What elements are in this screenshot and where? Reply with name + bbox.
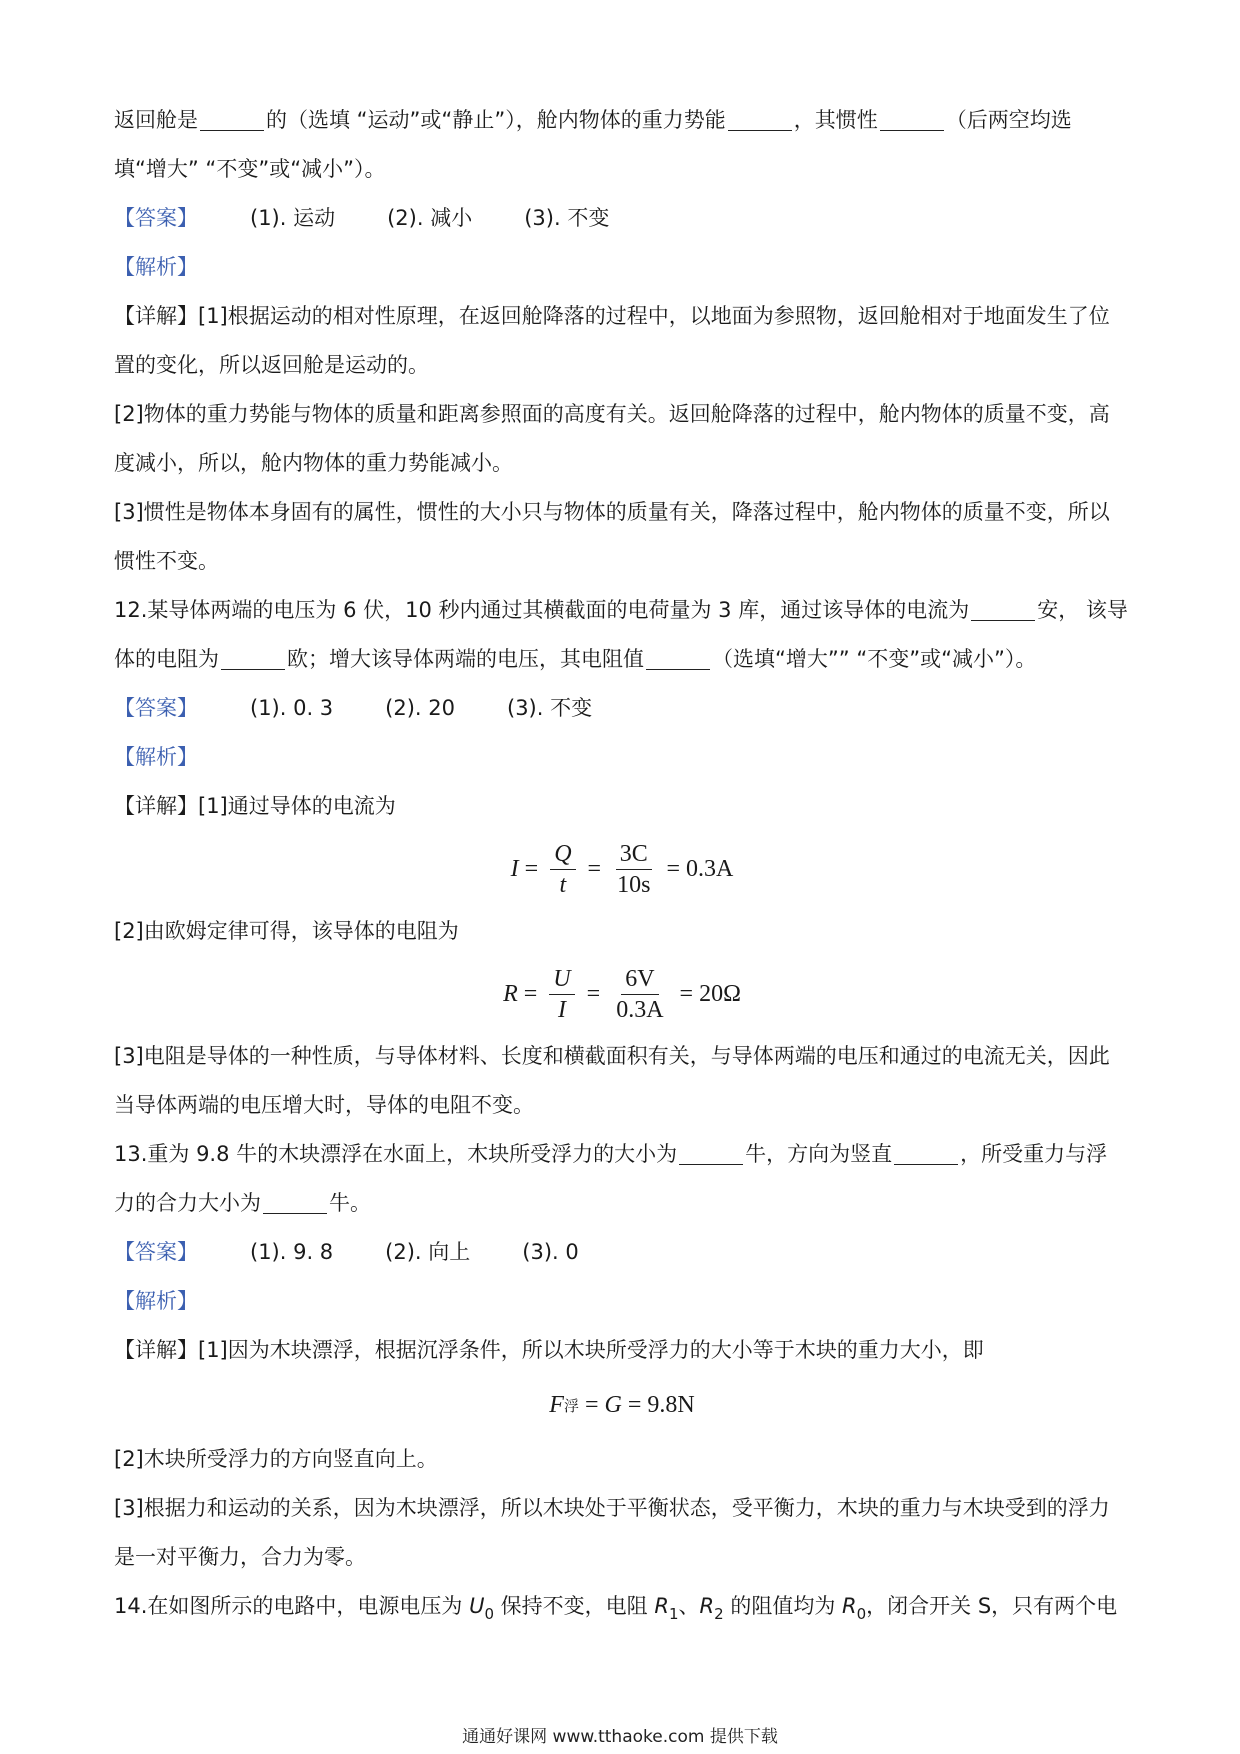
q13-answer-row	[114, 1228, 1130, 1277]
q13-line1	[114, 1130, 1130, 1179]
subscript: 2	[714, 1605, 724, 1623]
q14-text: 、	[678, 1594, 700, 1618]
q12-text: 安， 该导	[1037, 598, 1128, 622]
equals-sign: =	[627, 1391, 642, 1418]
answer-item: (3). 不变	[524, 206, 610, 230]
q12-detail-2: [2]由欧姆定律可得，该导体的电阻为	[114, 919, 459, 943]
q13-detail-2: [2]木块所受浮力的方向竖直向上。	[114, 1447, 438, 1471]
formula-symbol: F	[549, 1391, 564, 1418]
symbol: R	[842, 1594, 857, 1618]
answer-blank	[880, 108, 944, 131]
formula-symbol: I	[510, 855, 519, 882]
q13-text: 力的合力大小为	[114, 1191, 261, 1215]
q13-text: ，所受重力与浮	[960, 1142, 1108, 1166]
page-footer: 通通好课网 www.tthaoke.com 提供下载	[462, 1727, 778, 1747]
q14-text: 保持不变，电阻	[494, 1594, 655, 1618]
q11-text: （后两空均选	[945, 108, 1072, 132]
formula-result: 9.8N	[647, 1391, 695, 1418]
symbol: U	[469, 1594, 485, 1618]
formula-subscript: 浮	[563, 1398, 579, 1415]
formula-result: 20Ω	[699, 980, 741, 1007]
fraction	[549, 964, 574, 1025]
answer-item: (2). 减小	[387, 206, 473, 230]
q12-line1	[114, 586, 1130, 635]
answer-blank	[728, 108, 792, 131]
answer-item: (1). 0. 3	[250, 696, 334, 720]
denominator: 10s	[617, 871, 651, 898]
analysis-tag: 【解析】	[114, 255, 198, 279]
formula-result: 0.3A	[685, 855, 734, 882]
answer-blank	[679, 1142, 743, 1165]
numerator: U	[549, 964, 574, 995]
q13-detail-3: [3]根据力和运动的关系，因为木块漂浮，所以木块处于平衡状态，受平衡力，木块的重力与木块受到的浮力是一对平衡力，合力为零。	[114, 1496, 1110, 1569]
numerator: Q	[550, 839, 575, 870]
denominator: t	[559, 871, 567, 898]
answer-tag: 【答案】	[114, 1240, 198, 1264]
denominator: 0.3A	[616, 996, 664, 1023]
q13-text: 13.重为 9.8 牛的木块漂浮在水面上，木块所受浮力的大小为	[114, 1142, 678, 1166]
equals-sign: =	[524, 855, 539, 882]
q14-line1	[114, 1582, 1130, 1631]
equals-sign: =	[584, 1391, 599, 1418]
equals-sign: =	[666, 855, 680, 882]
formula-symbol: R	[503, 980, 518, 1007]
q14-text: ，闭合开关 S，只有两个电	[866, 1594, 1118, 1618]
answer-blank	[263, 1191, 327, 1214]
q11-detail-1: 【详解】[1]根据运动的相对性原理，在返回舱降落的过程中，以地面为参照物，返回舱相对于地面发生了位置的变化，所以返回舱是运动的。	[114, 304, 1110, 377]
formula-symbol: G	[604, 1391, 622, 1418]
q11-line1	[114, 96, 1130, 145]
q12-answer-row	[114, 684, 1130, 733]
q12-detail-3: [3]电阻是导体的一种性质，与导体材料、长度和横截面积有关，与导体两端的电压和通过的电流无关，因此当导体两端的电压增大时，导体的电阻不变。	[114, 1044, 1110, 1117]
q14-text: 14.在如图所示的电路中，电源电压为	[114, 1594, 470, 1618]
formula-current	[114, 831, 1130, 907]
q11-detail-3: [3]惯性是物体本身固有的属性，惯性的大小只与物体的质量有关，降落过程中，舱内物体的质量不变，所以惯性不变。	[114, 500, 1110, 573]
fraction	[612, 964, 667, 1025]
answer-blank	[894, 1142, 958, 1165]
q11-text: 的（选填 “运动”或“静止”），舱内物体的重力势能	[266, 108, 726, 132]
answer-blank	[971, 598, 1035, 621]
q11-text: 返回舱是	[114, 108, 198, 132]
q12-detail-1: 【详解】[1]通过导体的电流为	[114, 794, 396, 818]
equals-sign: =	[679, 980, 694, 1007]
q12-text: 12.某导体两端的电压为 6 伏，10 秒内通过其横截面的电荷量为 3 库，通过该导体的电流为	[114, 598, 970, 622]
document-page	[114, 96, 1130, 1631]
subscript: 0	[856, 1605, 867, 1623]
numerator: 6V	[621, 964, 658, 995]
q11-analysis-tag	[114, 243, 1130, 292]
analysis-tag: 【解析】	[114, 1289, 198, 1313]
q13-detail-1: 【详解】[1]因为木块漂浮，根据沉浮条件，所以木块所受浮力的大小等于木块的重力大小，即	[114, 1338, 984, 1362]
q12-text: 欧；增大该导体两端的电压，其电阻值	[287, 647, 644, 671]
equals-sign: =	[587, 855, 602, 882]
answer-tag: 【答案】	[114, 206, 198, 230]
q13-line2	[114, 1179, 1130, 1228]
answer-item: (1). 9. 8	[250, 1240, 334, 1264]
equals-sign: =	[523, 980, 538, 1007]
answer-item: (2). 20	[385, 696, 455, 720]
answer-tag: 【答案】	[114, 696, 198, 720]
answer-blank	[221, 647, 285, 670]
symbol: R	[654, 1594, 669, 1618]
formula-resistance	[114, 956, 1130, 1032]
answer-item: (2). 向上	[385, 1240, 471, 1264]
q13-text: 牛。	[329, 1191, 371, 1215]
numerator: 3C	[616, 839, 652, 870]
analysis-tag: 【解析】	[114, 745, 198, 769]
formula-buoyancy	[114, 1375, 1130, 1435]
answer-blank	[200, 108, 264, 131]
answer-blank	[646, 647, 710, 670]
q12-line2	[114, 635, 1130, 684]
denominator: I	[557, 996, 566, 1023]
fraction	[613, 839, 654, 900]
answer-item: (3). 0	[522, 1240, 579, 1264]
fraction	[550, 839, 575, 900]
answer-item: (3). 不变	[507, 696, 593, 720]
subscript: 1	[668, 1605, 679, 1623]
q11-line2: 填“增大” “不变”或“减小”）。	[114, 157, 386, 181]
equals-sign: =	[586, 980, 601, 1007]
q12-text: （选填“增大”” “不变”或“减小”）。	[712, 647, 1037, 671]
q13-analysis-tag	[114, 1277, 1130, 1326]
q12-analysis-tag	[114, 733, 1130, 782]
answer-item: (1). 运动	[250, 206, 336, 230]
q12-text: 体的电阻为	[114, 647, 219, 671]
q11-answer-row	[114, 194, 1130, 243]
subscript: 0	[484, 1605, 494, 1623]
q11-detail-2: [2]物体的重力势能与物体的质量和距离参照面的高度有关。返回舱降落的过程中，舱内物体的质量不变，高度减小，所以，舱内物体的重力势能减小。	[114, 402, 1110, 475]
q11-text: ，其惯性	[793, 108, 878, 132]
q14-text: 的阻值均为	[723, 1594, 842, 1618]
q13-text: 牛，方向为竖直	[745, 1142, 893, 1166]
symbol: R	[699, 1594, 715, 1618]
